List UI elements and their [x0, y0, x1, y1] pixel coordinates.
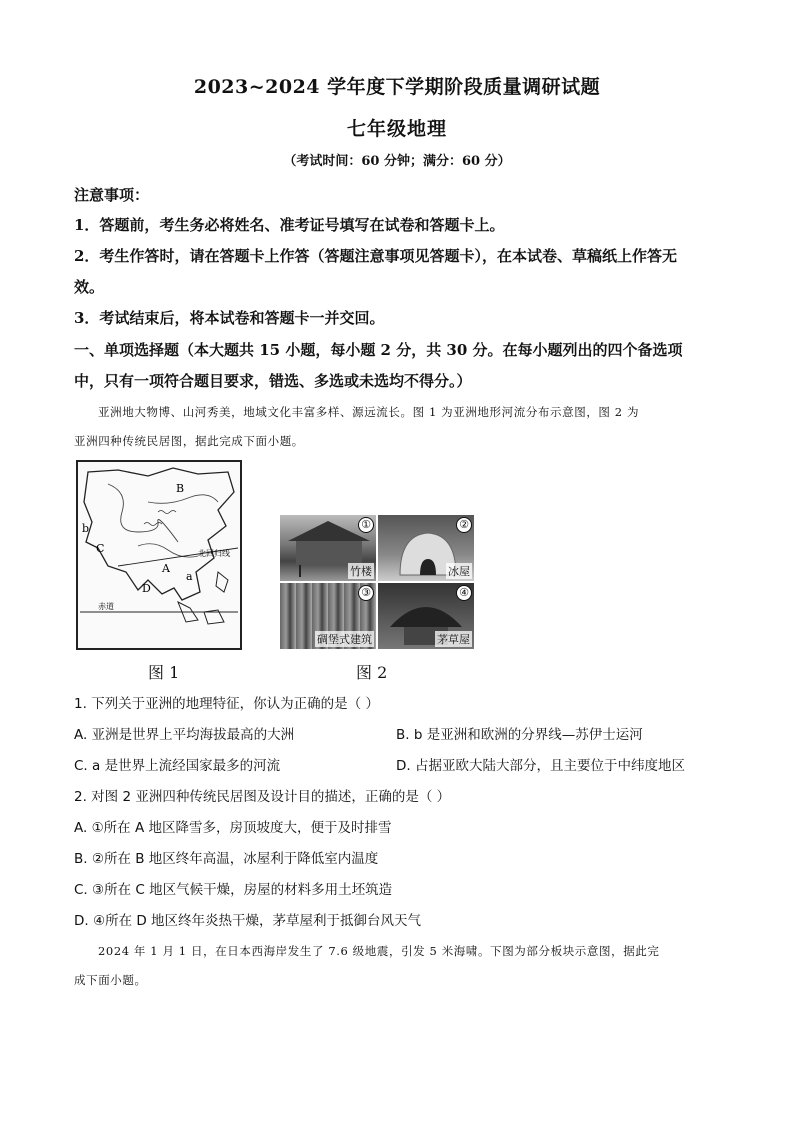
- intro-line1: 亚洲地大物博、山河秀美，地域文化丰富多样、源远流长。图 1 为亚洲地形河流分布示意图，图 2 为: [98, 405, 640, 419]
- q2-option-c: C. ③所在 C 地区气候干燥，房屋的材料多用土坯筑造: [74, 882, 393, 898]
- map-label-c: C: [96, 542, 105, 555]
- q1-option-d: D. 占据亚欧大陆大部分，且主要位于中纬度地区: [396, 758, 685, 774]
- note-item-3: 3．考试结束后，将本试卷和答题卡一并交回。: [74, 309, 385, 327]
- subject-title: 七年级地理: [346, 118, 447, 140]
- photo-1-label: 竹楼: [350, 565, 372, 578]
- photo-3-number: ③: [358, 585, 374, 601]
- map-label-b-upper: B: [176, 482, 185, 495]
- q1-option-a: A. 亚洲是世界上平均海拔最高的大洲: [74, 727, 295, 743]
- notes-heading: 注意事项：: [74, 186, 150, 204]
- map-label-tropic: 北回归线: [198, 549, 230, 558]
- dwellings-figure: [280, 515, 474, 649]
- map-label-a: a: [186, 570, 193, 583]
- q1-option-b: B. b 是亚洲和欧洲的分界线—苏伊士运河: [396, 727, 643, 743]
- intro2-line1: 2024 年 1 月 1 日，在日本西海岸发生了 7.6 级地震，引发 5 米海啸。下图为部分板块示意图，据此完: [98, 944, 660, 958]
- map-label-a-upper: A: [162, 562, 170, 575]
- exam-info: （考试时间：60 分钟；满分：60 分）: [283, 154, 511, 169]
- photo-4-number: ④: [456, 585, 472, 601]
- section-heading-line1: 一、单项选择题（本大题共 15 小题，每小题 2 分，共 30 分。在每小题列出的四个备选项: [74, 341, 683, 359]
- q2-option-b: B. ②所在 B 地区终年高温，冰屋利于降低室内温度: [74, 851, 379, 867]
- map-label-d: D: [142, 582, 151, 595]
- note-item-2: 2．考生作答时，请在答题卡上作答（答题注意事项见答题卡），在本试卷、草稿纸上作答无: [74, 247, 677, 265]
- map-label-equator: 赤道: [98, 602, 114, 611]
- exam-title: 2023~2024 学年度下学期阶段质量调研试题: [193, 76, 601, 98]
- asia-map-figure: [76, 460, 242, 650]
- photo-1-number: ①: [358, 517, 374, 533]
- note-item-2-cont: 效。: [74, 278, 105, 296]
- photo-bamboo-house: [280, 515, 376, 581]
- figure2-caption: 图 2: [356, 663, 388, 682]
- photo-thatched-hut: [378, 583, 474, 649]
- photo-3-label: 碉堡式建筑: [317, 633, 372, 646]
- q1-option-c: C. a 是世界上流经国家最多的河流: [74, 758, 281, 774]
- q1-stem: 1. 下列关于亚洲的地理特征，你认为正确的是（ ）: [74, 696, 379, 712]
- intro-line2: 亚洲四种传统民居图，据此完成下面小题。: [74, 434, 304, 448]
- q2-stem: 2. 对图 2 亚洲四种传统民居图及设计目的描述，正确的是（ ）: [74, 789, 451, 805]
- intro2-line2: 成下面小题。: [74, 973, 147, 987]
- asia-map-drawing: [78, 462, 240, 648]
- photo-4-label: 茅草屋: [437, 633, 470, 646]
- photo-2-number: ②: [456, 517, 472, 533]
- section-heading-line2: 中，只有一项符合题目要求，错选、多选或未选均不得分。）: [74, 372, 472, 390]
- photo-fortress: [280, 583, 376, 649]
- q2-option-d: D. ④所在 D 地区终年炎热干燥，茅草屋利于抵御台风天气: [74, 913, 422, 929]
- photo-2-label: 冰屋: [448, 565, 470, 578]
- map-label-b: b: [82, 522, 90, 535]
- note-item-1: 1．答题前，考生务必将姓名、准考证号填写在试卷和答题卡上。: [74, 216, 505, 234]
- figure1-caption: 图 1: [148, 663, 180, 682]
- q2-option-a: A. ①所在 A 地区降雪多，房顶坡度大，便于及时排雪: [74, 820, 392, 836]
- photo-igloo: [378, 515, 474, 581]
